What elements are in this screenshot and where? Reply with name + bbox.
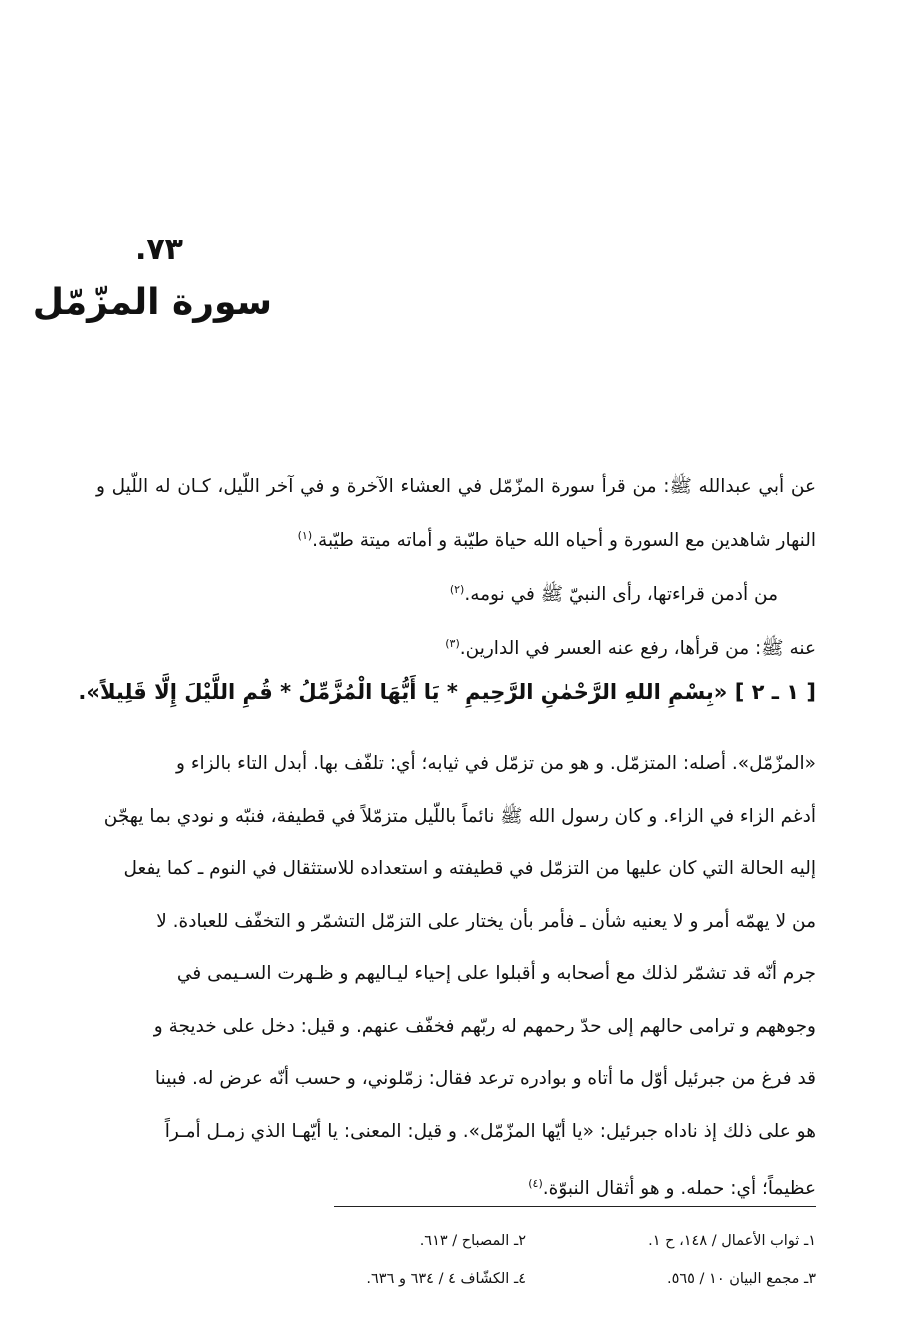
verse-label: [ ١ ـ ٢ ] <box>734 680 816 704</box>
commentary-line: من لا يهمّه أمر و لا يعنيه شأن ـ فأمر بأن يختار على التزمّل التشمّر و التخفّف للعبادة. لا <box>156 910 816 932</box>
hadith-2 <box>96 565 816 619</box>
verse-text: «بِسْمِ اللهِ الرَّحْمٰنِ الرَّحِيمِ * يَا أَيُّهَا الْمُزَّمِّلُ * قُمِ اللَّيْلَ إِلَّا قَلِيلاً». <box>78 680 728 704</box>
footnote-divider <box>334 1206 816 1207</box>
commentary-line: قد فرغ من جبرئيل أوّل ما أتاه و بوادره ترعد فقال: زمّلوني، و حسب أنّه عرض له. فبينا <box>154 1068 816 1089</box>
commentary-text: عظيماً؛ أي: حمله. و هو أثقال النبوّة. <box>542 1178 816 1200</box>
footnotes <box>256 1222 816 1298</box>
footnote-ref: (٣) <box>445 637 460 651</box>
hadith-text: عن أبي عبدالله ﷺ: من قرأ سورة المزّمّل في العشاء الآخرة و في آخر اللّيل، كـان له اللّيل و النهار شاهدين مع السورة و أحياه الله حياة طيّبة و أماته ميتة طيّبة. <box>96 476 816 552</box>
commentary-line: أدغم الزاء في الزاء. و كان رسول الله ﷺ نائماً باللّيل متزمّلاً في قطيفة، فنبّه و نودي بما يهجّن <box>103 805 816 827</box>
footnote-row <box>256 1260 816 1298</box>
surah-title: سورة المزّمّل <box>32 282 272 323</box>
commentary <box>94 738 816 1216</box>
footnote-3: ٣ـ مجمع البيان ١٠ / ٥٦٥. <box>666 1271 816 1287</box>
hadith-section <box>96 462 816 673</box>
hadith-text: عنه ﷺ: من قرأها، رفع عنه العسر في الدارين. <box>459 638 816 660</box>
verse-heading <box>78 680 816 704</box>
commentary-line: جرم أنّه قد تشمّر لذلك مع أصحابه و أقبلوا على إحياء ليـاليهم و ظـهرت السـيمى في <box>176 963 816 984</box>
commentary-last-line <box>94 1158 816 1216</box>
commentary-line: هو على ذلك إذ ناداه جبرئيل: «يا أيّها المزّمّل». و قيل: المعنى: يا أيّهـا الذي زمـل أمـراً <box>164 1120 816 1142</box>
footnote-1: ١ـ ثواب الأعمال / ١٤٨، ح ١. <box>648 1233 816 1249</box>
footnote-ref: (٢) <box>449 583 465 597</box>
surah-number: ٧٣. <box>134 232 183 267</box>
commentary-line: إليه الحالة التي كان عليها من التزمّل في قطيفته و استعداده للاستثقال في النوم ـ كما يفعل <box>123 858 816 879</box>
hadith-1 <box>96 462 816 565</box>
footnote-2: ٢ـ المصباح / ٦١٣. <box>419 1233 526 1249</box>
footnote-row <box>256 1222 816 1260</box>
footnote-ref: (٤) <box>528 1177 543 1190</box>
hadith-3 <box>96 619 816 673</box>
footnote-ref: (١) <box>297 529 313 542</box>
hadith-text: من أدمن قراءتها، رأى النبيّ ﷺ في نومه. <box>464 584 778 606</box>
footnote-4: ٤ـ الكشّاف ٤ / ٦٣٤ و ٦٣٦. <box>366 1271 526 1287</box>
commentary-line: «المزّمّل». أصله: المتزمّل. و هو من تزمّل في ثيابه؛ أي: تلفّف بها. أبدل التاء بالزاء و <box>176 753 816 774</box>
commentary-line: وجوههم و ترامى حالهم إلى حدّ رحمهم له ربّهم فخفّف عنهم. و قيل: دخل على خديجة و <box>153 1015 816 1037</box>
